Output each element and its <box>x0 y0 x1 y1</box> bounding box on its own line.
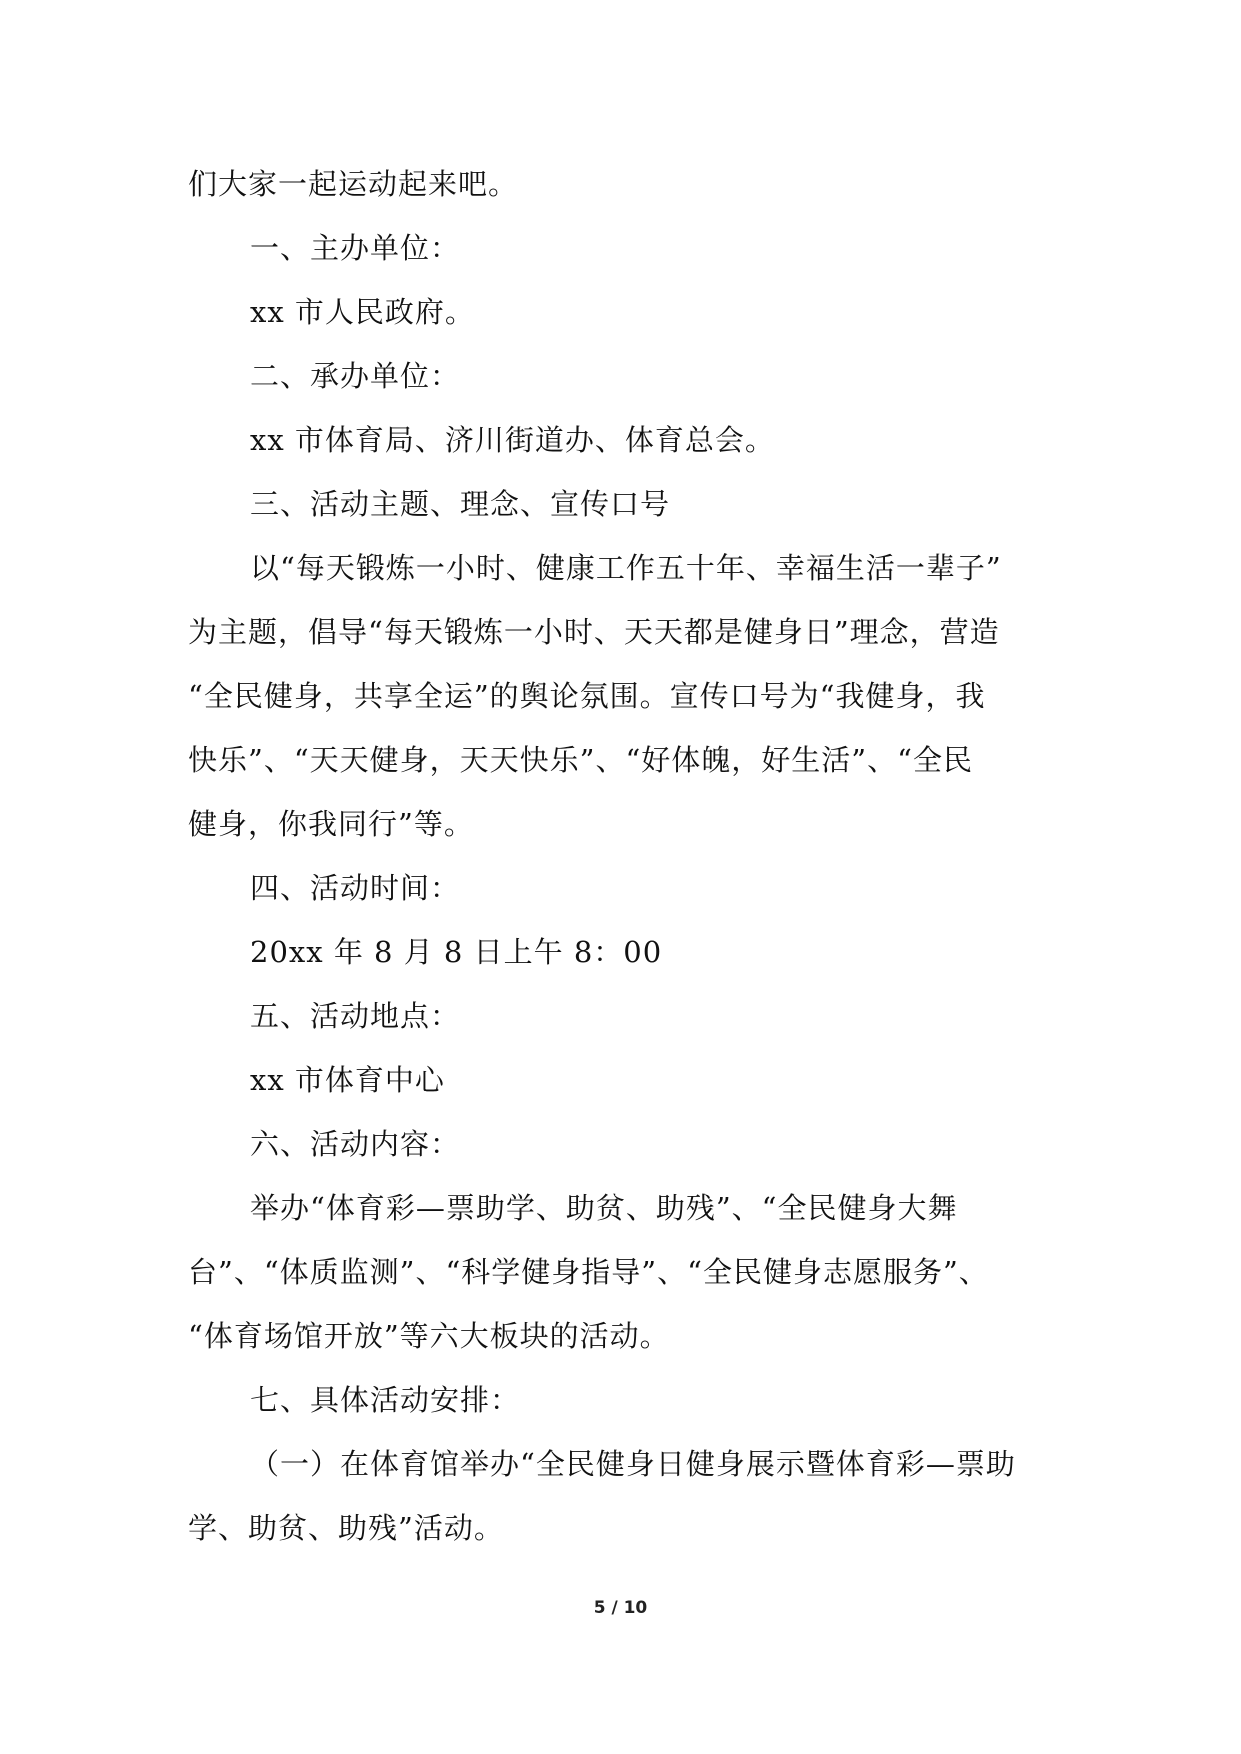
text-line-undertaker: xx 市体育局、济川街道办、体育总会。 <box>250 423 775 457</box>
section-heading-schedule: 七、具体活动安排： <box>250 1383 521 1417</box>
text-line-theme-1: 以“每天锻炼一小时、健康工作五十年、幸福生活一辈子” <box>250 551 1002 585</box>
text-line-time: 20xx 年 8 月 8 日上午 8：00 <box>250 935 663 969</box>
text-line-continuation: 们大家一起运动起来吧。 <box>188 167 519 201</box>
text-line-theme-4: 快乐”、“天天健身，天天快乐”、“好体魄，好生活”、“全民 <box>188 743 973 777</box>
section-heading-theme: 三、活动主题、理念、宣传口号 <box>250 487 671 521</box>
text-line-theme-5: 健身，你我同行”等。 <box>188 807 474 841</box>
text-line-theme-3: “全民健身，共享全运”的舆论氛围。宣传口号为“我健身，我 <box>188 679 986 713</box>
section-heading-time: 四、活动时间： <box>250 871 461 905</box>
section-heading-content: 六、活动内容： <box>250 1127 461 1161</box>
text-line-content-2: 台”、“体质监测”、“科学健身指导”、“全民健身志愿服务”、 <box>188 1255 989 1289</box>
section-heading-undertaker: 二、承办单位： <box>250 359 461 393</box>
text-line-theme-2: 为主题，倡导“每天锻炼一小时、天天都是健身日”理念，营造 <box>188 615 1000 649</box>
page-number: 5 / 10 <box>593 1598 648 1618</box>
text-line-organizer: xx 市人民政府。 <box>250 295 475 329</box>
text-line-location: xx 市体育中心 <box>250 1063 445 1097</box>
section-heading-organizer: 一、主办单位： <box>250 231 461 265</box>
text-line-content-3: “体育场馆开放”等六大板块的活动。 <box>188 1319 670 1353</box>
text-line-content-1: 举办“体育彩—票助学、助贫、助残”、“全民健身大舞 <box>250 1191 958 1225</box>
document-body <box>188 152 1058 1560</box>
text-line-schedule-1: （一）在体育馆举办“全民健身日健身展示暨体育彩—票助 <box>250 1447 1016 1481</box>
section-heading-location: 五、活动地点： <box>250 999 461 1033</box>
text-line-schedule-2: 学、助贫、助残”活动。 <box>188 1511 504 1545</box>
